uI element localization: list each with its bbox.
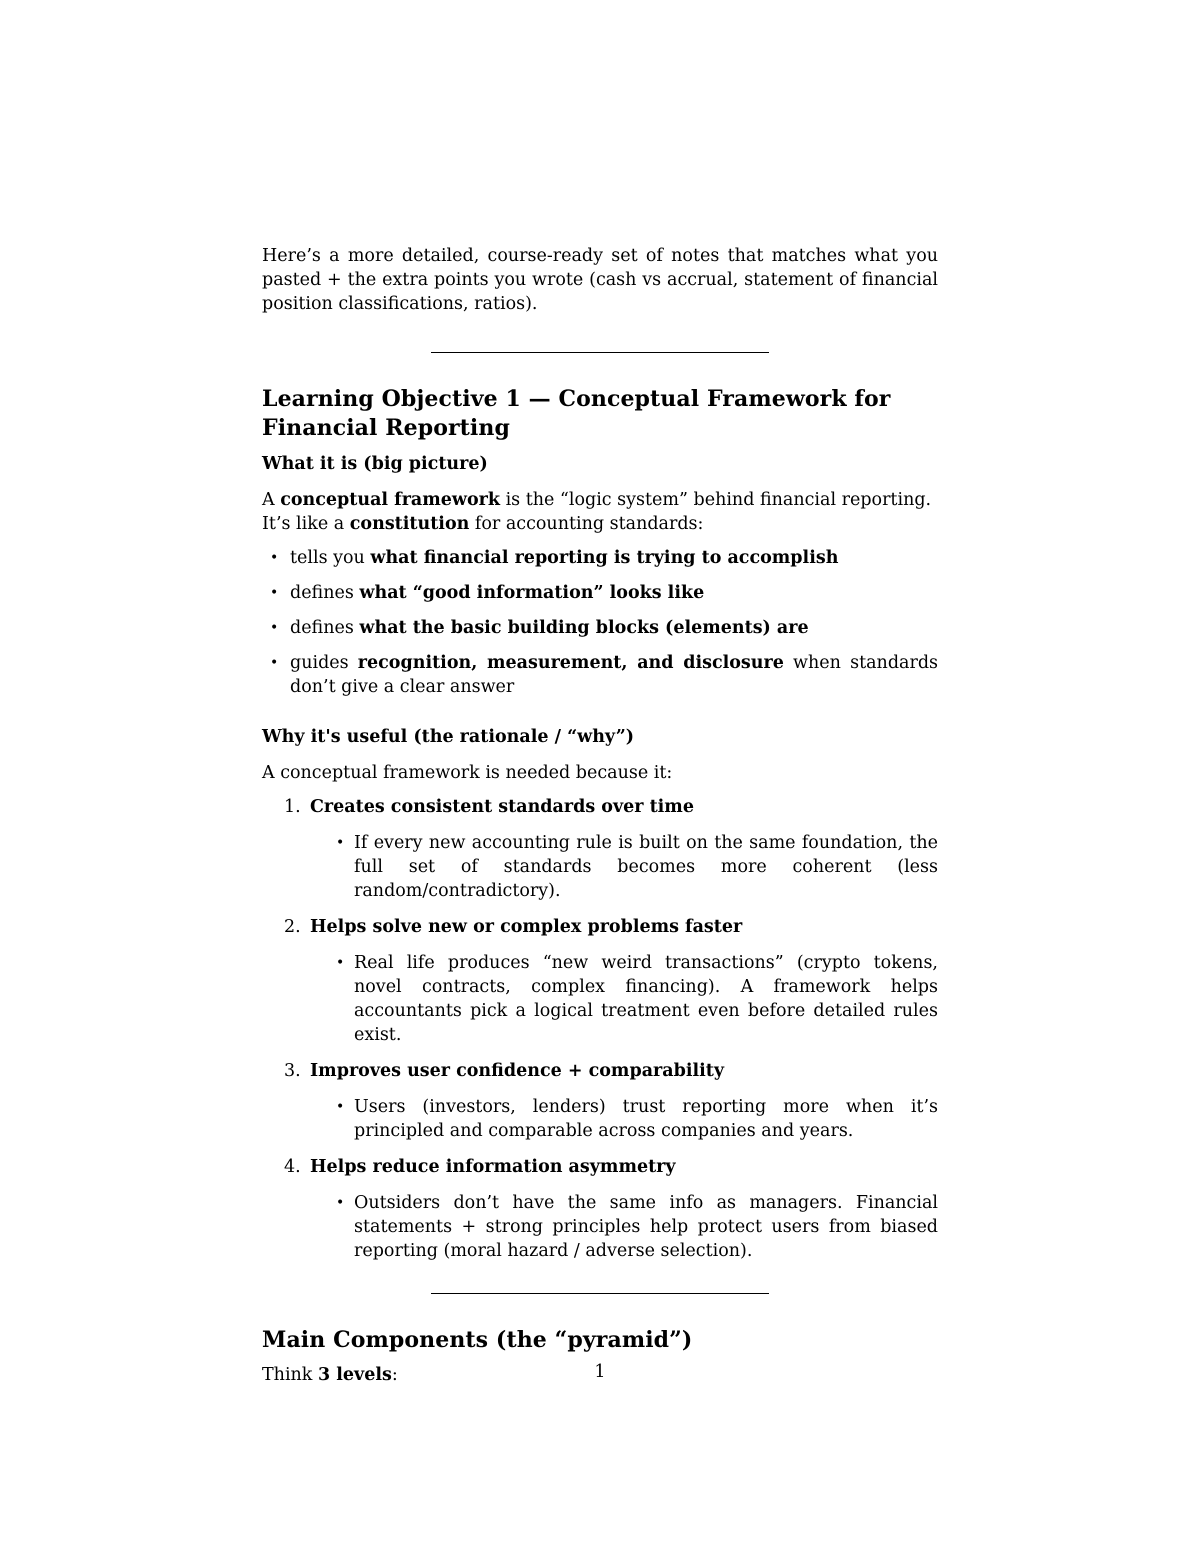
- list-item: • defines what the basic building blocks (elements) are: [290, 616, 938, 640]
- page-number: 1: [594, 1362, 606, 1382]
- reason-item: [284, 915, 938, 1047]
- reason-number: 3.: [284, 1061, 301, 1081]
- levels-lead: Think 3 levels:: [262, 1365, 398, 1385]
- section-divider: [431, 352, 769, 353]
- section-divider: [431, 1293, 769, 1294]
- document-page: [262, 244, 938, 1387]
- list-item: • defines what “good information” looks like: [290, 581, 938, 605]
- term-constitution: constitution: [349, 514, 470, 534]
- what-paragraph: A conceptual framework is the “logic system” behind financial reporting. It’s like a constitution for accounting standards:: [262, 490, 932, 534]
- reason-item: [284, 1155, 938, 1263]
- reason-title: Improves user confidence + comparability: [310, 1061, 725, 1081]
- intro-paragraph: Here’s a more detailed, course-ready set of notes that matches what you pasted + the extra points you wrote (cash vs accrual, statement of financial position classifications, ratios).: [262, 246, 938, 314]
- list-item: • tells you what financial reporting is trying to accomplish: [290, 546, 938, 570]
- reason-item: [284, 795, 938, 903]
- reason-item: [284, 1059, 938, 1143]
- reason-number: 1.: [284, 797, 301, 817]
- reason-detail: • If every new accounting rule is built on the same foundation, the full set of standards becomes more coherent (less random/contradictory).: [354, 831, 938, 903]
- reason-detail: • Real life produces “new weird transactions” (crypto tokens, novel contracts, complex financing). A framework helps accountants pick a logical treatment even before detailed rules exist.: [354, 951, 938, 1047]
- why-paragraph: A conceptual framework is needed because it:: [262, 763, 673, 783]
- section-title-learning-objective-1: Learning Objective 1 — Conceptual Framework for Financial Reporting: [262, 386, 891, 441]
- term-conceptual-framework: conceptual framework: [280, 490, 500, 510]
- section-title-main-components: Main Components (the “pyramid”): [262, 1327, 693, 1353]
- reason-title: Helps reduce information asymmetry: [310, 1157, 676, 1177]
- reason-detail: • Users (investors, lenders) trust reporting more when it’s principled and comparable across companies and years.: [354, 1095, 938, 1143]
- subheading-what-it-is: What it is (big picture): [262, 454, 488, 474]
- subheading-why-useful: Why it's useful (the rationale / “why”): [262, 727, 635, 747]
- purpose-bullet-list: [262, 546, 938, 699]
- reason-title: Helps solve new or complex problems faster: [310, 917, 743, 937]
- reasons-numbered-list: [262, 795, 938, 1263]
- reason-detail: • Outsiders don’t have the same info as managers. Financial statements + strong principles help protect users from biased reporting (moral hazard / adverse selection).: [354, 1191, 938, 1263]
- list-item: • guides recognition, measurement, and disclosure when standards don’t give a clear answer: [290, 651, 938, 699]
- reason-title: Creates consistent standards over time: [310, 797, 694, 817]
- reason-number: 2.: [284, 917, 301, 937]
- reason-number: 4.: [284, 1157, 301, 1177]
